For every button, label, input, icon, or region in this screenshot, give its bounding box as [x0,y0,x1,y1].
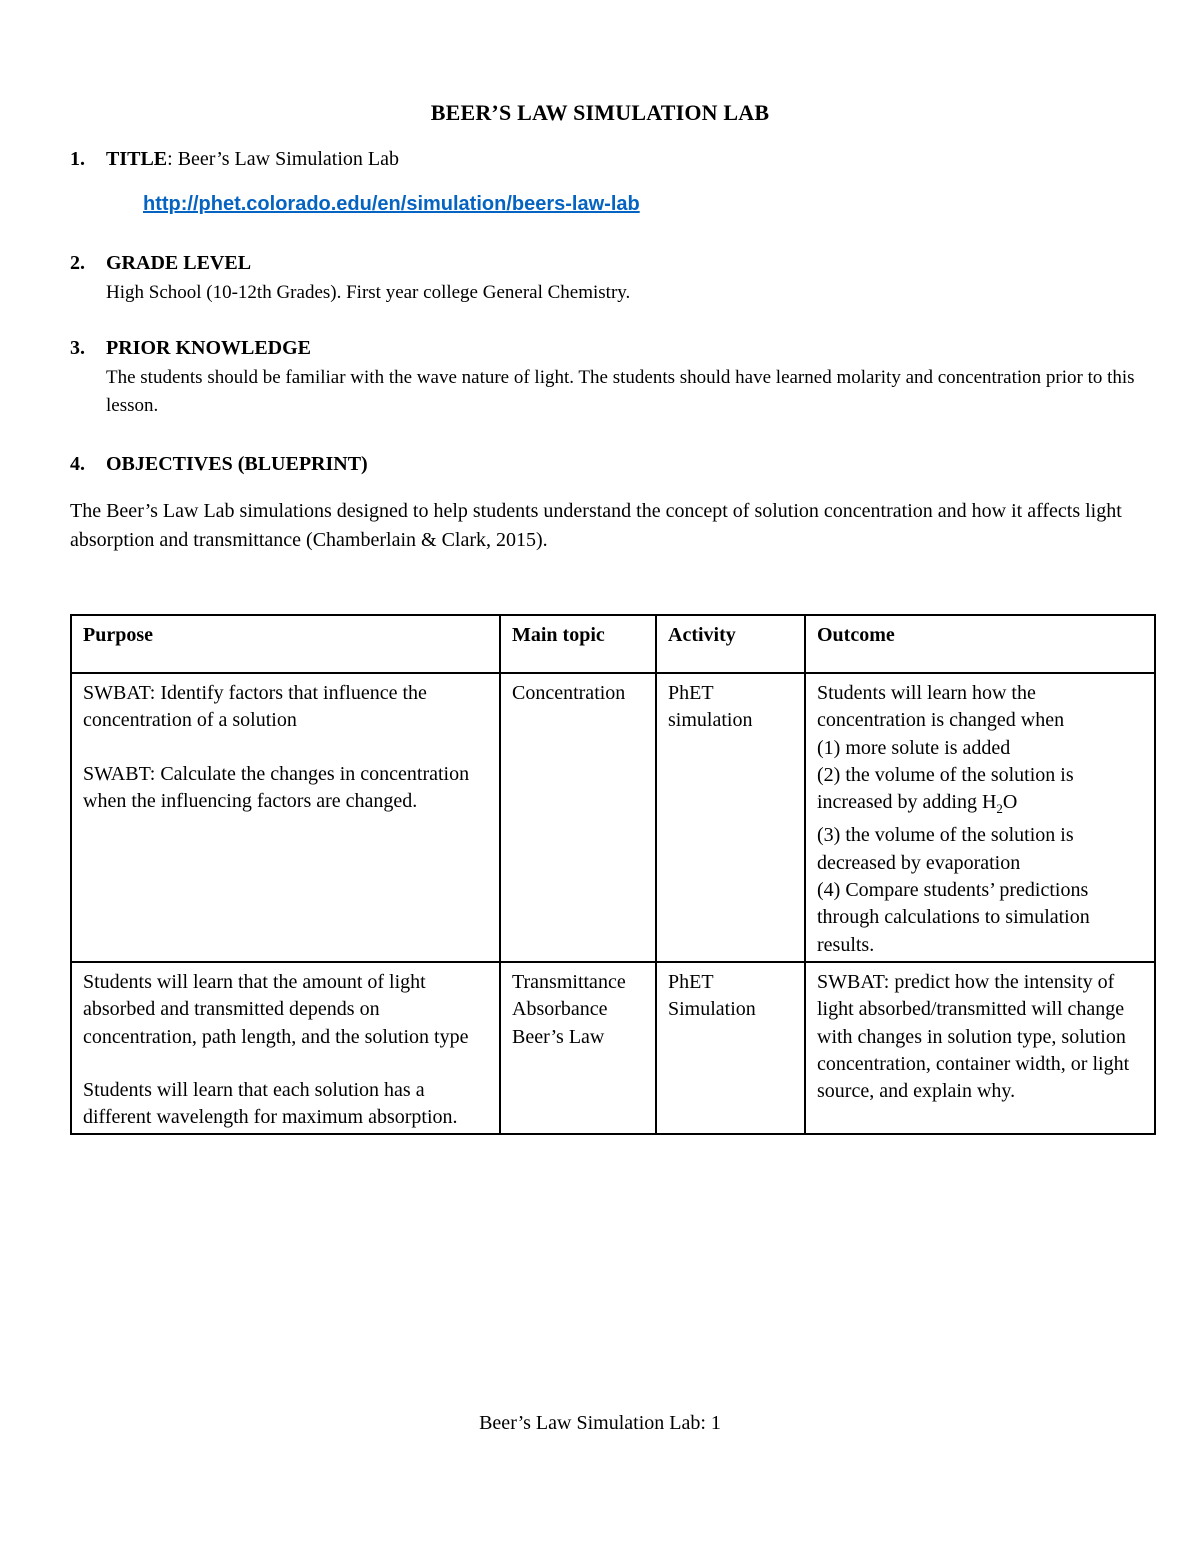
purpose-text: Students will learn that each solution has a different wavelength for maximum absorption. [83,1078,458,1129]
grade-level-text: High School (10-12th Grades). First year college General Chemistry. [106,282,631,303]
table-header-row [71,615,1155,673]
section-knowledge-heading [70,337,311,360]
table-row [71,962,1155,1134]
topic-text: Beer’s Law [512,1025,605,1048]
simulation-link[interactable]: http://phet.colorado.edu/en/simulation/beers-law-lab [143,193,640,215]
purpose-text: SWBAT: Identify factors that influence the concentration of a solution [83,682,427,732]
header-purpose: Purpose [71,615,500,673]
table-row [71,673,1155,962]
header-activity: Activity [656,615,805,673]
purpose-text: Students will learn that the amount of light absorbed and transmitted depends on concentration, path length, and the solution type [83,970,469,1048]
purpose-cell [71,673,500,962]
blueprint-table [70,614,1156,1135]
outcome-item: (1) more solute is added [817,736,1011,759]
page-title: BEER’S LAW SIMULATION LAB [430,100,770,125]
outcome-item: (3) the volume of the solution is decreased by evaporation [817,824,1074,874]
topic-cell [500,962,656,1134]
section-label: GRADE LEVEL [106,252,252,274]
purpose-cell [71,962,500,1134]
section-title-heading [70,148,399,171]
objectives-paragraph: The Beer’s Law Lab simulations designed to help students understand the concept of solution concentration and how it affects light absorption and transmittance (Chamberlain & Clark, 2015). [70,500,1122,551]
topic-cell [500,673,656,962]
section-label: PRIOR KNOWLEDGE [106,337,312,359]
outcome-text: SWBAT: predict how the intensity of light absorbed/transmitted will change with changes in solution type, solution concentration, container width, or light source, and explain why. [817,970,1130,1103]
outcome-item: (2) the volume of the solution is increased by adding $H_2O$ [817,763,1074,817]
topic-text: Transmittance [512,970,626,993]
activity-cell [656,673,805,962]
activity-cell [656,962,805,1134]
activity-text: PhET Simulation [668,970,756,1021]
subscript-2: 2 [996,801,1003,817]
topic-text: Absorbance [512,998,608,1021]
section-objectives-heading [70,453,368,476]
topic-text: Concentration [512,682,626,704]
section-grade-heading [70,252,251,275]
section-title-text: : Beer’s Law Simulation Lab [167,148,399,170]
outcome-text: Students will learn how the concentration is changed when [817,682,1065,732]
section-label: TITLE [106,148,168,170]
section-number: 2. [70,252,85,274]
purpose-text: SWABT: Calculate the changes in concentration when the influencing factors are changed. [83,762,470,812]
section-number: 4. [70,453,85,475]
prior-knowledge-text: The students should be familiar with the wave nature of light. The students should have learned molarity and concentration prior to this lesson. [106,367,1135,416]
outcome-item: (4) Compare students’ predictions through calculations to simulation results. [817,879,1090,956]
header-main-topic: Main topic [500,615,656,673]
header-outcome: Outcome [805,615,1155,673]
page-footer: Beer’s Law Simulation Lab: 1 [479,1412,721,1434]
outcome-cell [805,673,1155,962]
activity-text: PhET simulation [668,682,753,732]
section-number: 3. [70,337,85,359]
outcome-cell [805,962,1155,1134]
section-number: 1. [70,148,85,170]
section-label: OBJECTIVES (BLUEPRINT) [106,453,368,475]
